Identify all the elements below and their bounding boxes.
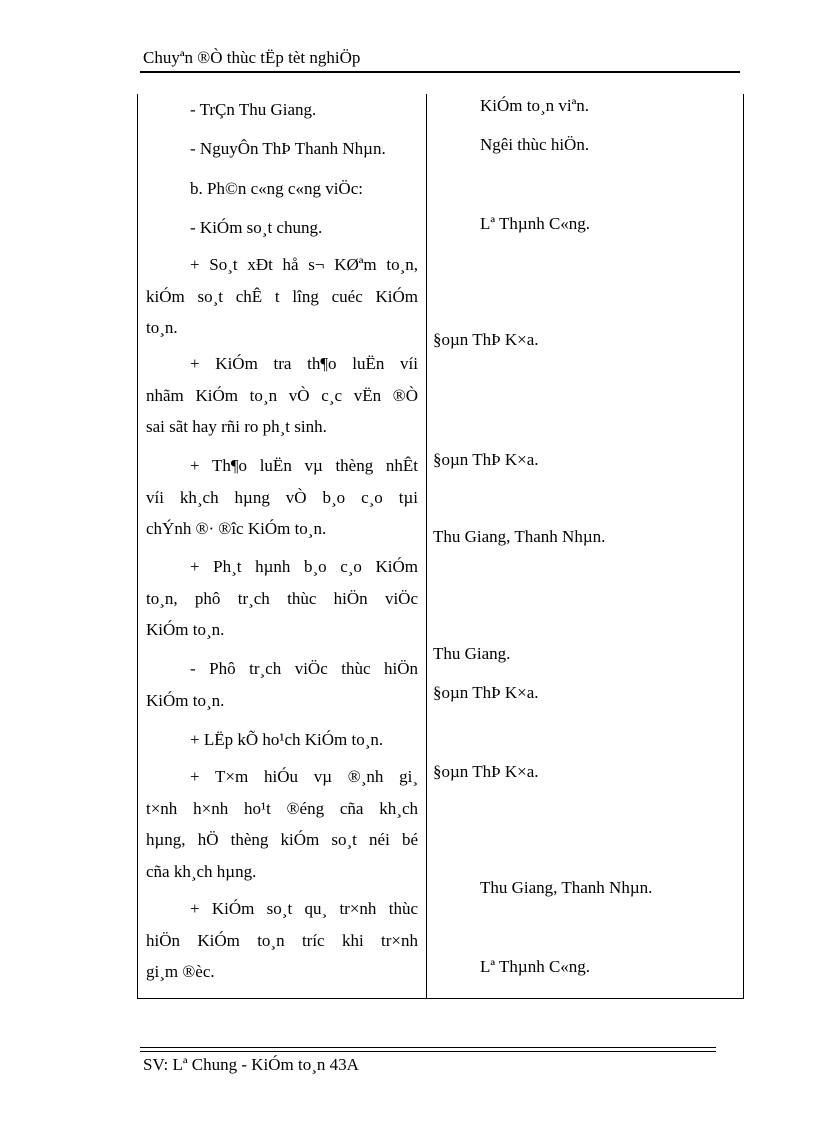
running-footer: SV: Lª Chung - KiÓm to¸n 43A <box>143 1055 359 1074</box>
section-heading: b. Ph©n c«ng c«ng viÖc: <box>190 179 363 198</box>
task-review-papers: + So¸t xÐt hå s¬ KØªm to¸n, kiÓm so¸t chÊ t lîng cuéc KiÓm to¸n. <box>146 255 418 337</box>
performer-name: Thu Giang, Thanh Nhµn. <box>433 527 606 546</box>
performer-name: Thu Giang, Thanh Nhµn. <box>480 878 653 897</box>
staff-item-1: - TrÇn Thu Giang. <box>190 100 317 119</box>
footer-rule <box>140 1051 716 1052</box>
task-understand-client: + T×m hiÓu vµ ®¸nh gi¸ t×nh h×nh ho¹t ®éng cña kh¸ch hµng, hÖ thèng kiÓm so¸t néi bé cña kh¸ch hµng. <box>146 767 418 881</box>
task-discuss-team: + KiÓm tra th¶o luËn víi nhãm KiÓm to¸n vÒ c¸c vËn ®Ò sai sãt hay rñi ro ph¸t sinh. <box>146 354 418 436</box>
column-heading-performer: Ngêi thùc hiÖn. <box>480 135 590 154</box>
running-header: Chuyªn ®Ò thùc tËp tèt nghiÖp <box>143 48 361 67</box>
task-general-control: - KiÓm so¸t chung. <box>190 218 323 237</box>
task-plan-audit: + LËp kÕ ho¹ch KiÓm to¸n. <box>190 730 384 749</box>
task-discuss-client: + Th¶o luËn vµ thèng nhÊt víi kh¸ch hµng vÒ b¸o c¸o tµi chÝnh ®· ®îc KiÓm to¸n. <box>146 456 418 538</box>
task-control-process: + KiÓm so¸t qu¸ tr×nh thùc hiÖn KiÓm to¸n tríc khi tr×nh gi¸m ®èc. <box>146 899 418 981</box>
performer-name: §oµn ThÞ K×a. <box>433 683 539 702</box>
performer-name: §oµn ThÞ K×a. <box>433 330 539 349</box>
footer-rule <box>140 1047 716 1048</box>
staff-item-2: - NguyÔn ThÞ Thanh Nhµn. <box>190 139 386 158</box>
performer-name: §oµn ThÞ K×a. <box>433 762 539 781</box>
performer-name: §oµn ThÞ K×a. <box>433 450 539 469</box>
assignment-table <box>137 94 744 999</box>
performer-name: Lª Thµnh C«ng. <box>480 214 591 233</box>
performer-name: Thu Giang. <box>433 644 511 663</box>
column-heading-auditor: KiÓm to¸n viªn. <box>480 96 590 115</box>
performer-name: Lª Thµnh C«ng. <box>480 957 591 976</box>
task-lead-audit: - Phô tr¸ch viÖc thùc hiÖn KiÓm to¸n. <box>146 659 418 710</box>
column-divider <box>426 94 427 998</box>
task-issue-report: + Ph¸t hµnh b¸o c¸o KiÓm to¸n, phô tr¸ch thùc hiÖn viÖc KiÓm to¸n. <box>146 557 418 639</box>
header-rule <box>140 71 740 73</box>
